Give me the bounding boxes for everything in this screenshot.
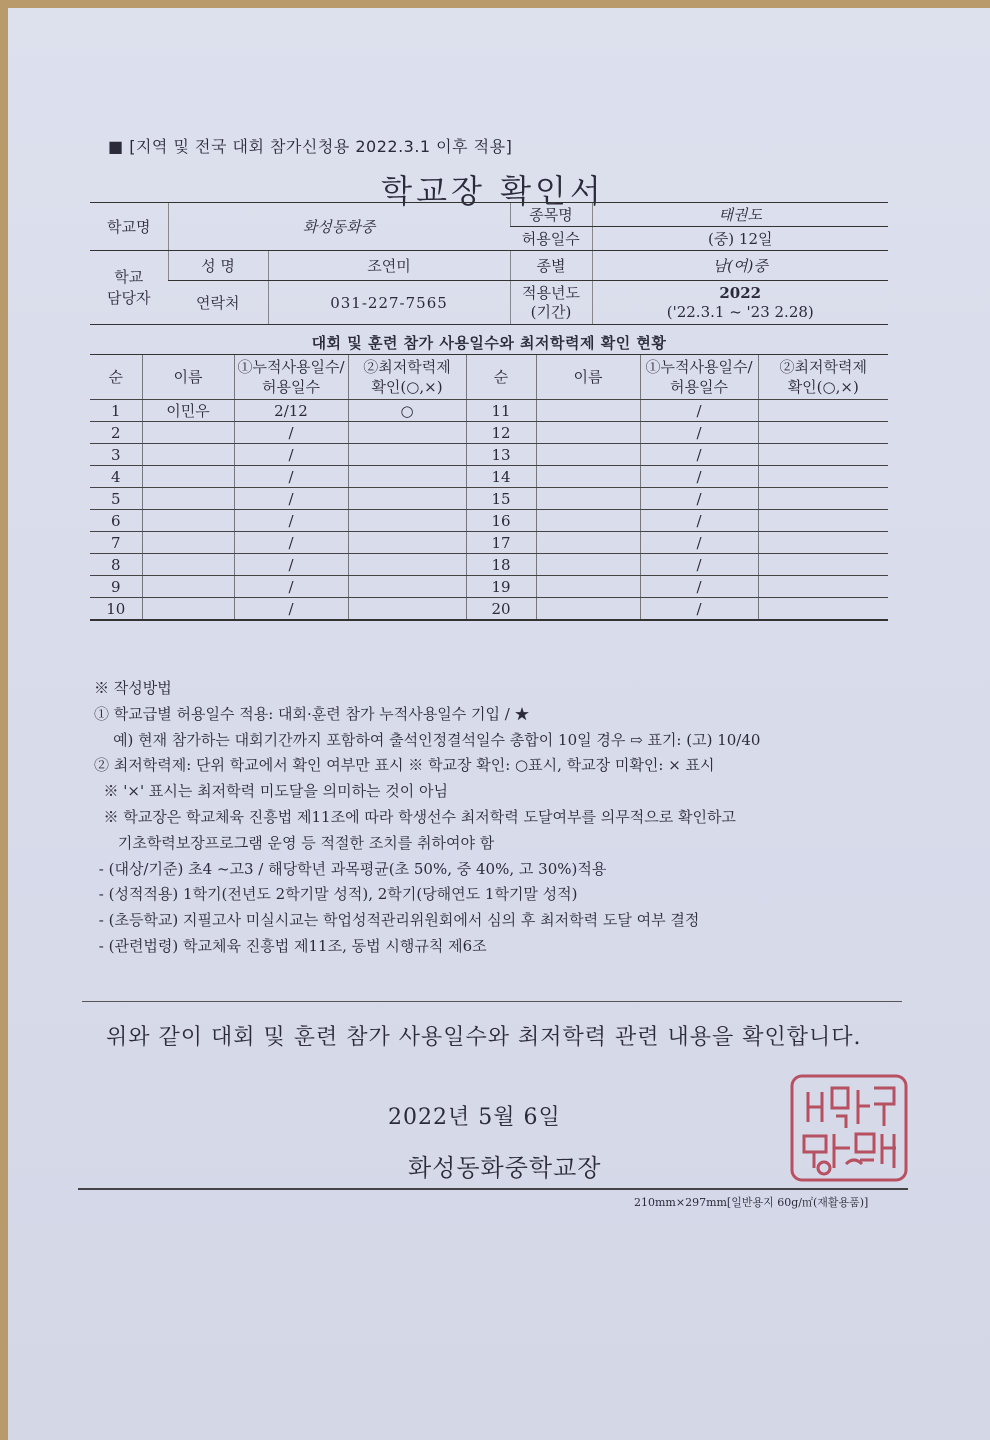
- row-days: /: [640, 554, 758, 576]
- gender-value: 남(여)중: [592, 251, 888, 281]
- table-row: [90, 598, 888, 621]
- row-no: 15: [466, 488, 536, 510]
- row-grade: [758, 400, 888, 422]
- row-grade: [348, 444, 466, 466]
- row-days: /: [640, 400, 758, 422]
- instruction-line: ① 학교급별 허용일수 적용: 대회·훈련 참가 누적사용일수 기입 / ★: [94, 704, 530, 723]
- table-row: [90, 422, 888, 444]
- row-no: 5: [90, 488, 142, 510]
- row-grade: [758, 444, 888, 466]
- row-no: 2: [90, 422, 142, 444]
- confirmation-statement: 위와 같이 대회 및 훈련 참가 사용일수와 최저학력 관련 내용을 확인합니다.: [106, 1025, 862, 1050]
- header-no: 순: [90, 355, 142, 400]
- row-no: 1: [90, 400, 142, 422]
- header-name: 이름: [536, 355, 640, 400]
- row-grade: [758, 466, 888, 488]
- allowed-days-label: 허용일수: [510, 227, 592, 251]
- instruction-line: 기초학력보장프로그램 운영 등 적절한 조치를 취하여야 함: [94, 833, 495, 852]
- row-name: [142, 598, 234, 621]
- instruction-line: ※ '×' 표시는 최저학력 미도달을 의미하는 것이 아님: [94, 782, 449, 801]
- row-grade: [348, 598, 466, 621]
- instruction-line: 예) 현재 참가하는 대회기간까지 포함하여 출석인정결석일수 총합이 10일 경우 ⇨ 표기: (고) 10/40: [94, 730, 761, 749]
- row-days: /: [640, 510, 758, 532]
- row-no: 14: [466, 466, 536, 488]
- row-name: [536, 400, 640, 422]
- row-days: /: [640, 444, 758, 466]
- year-value: 2022: [719, 283, 762, 302]
- gender-label: 종별: [510, 251, 592, 281]
- header-no: 순: [466, 355, 536, 400]
- table-row: [90, 466, 888, 488]
- row-grade: [348, 466, 466, 488]
- row-grade: [758, 554, 888, 576]
- row-days: /: [234, 444, 348, 466]
- row-name: [536, 598, 640, 621]
- header-days: ①누적사용일수/ 허용일수: [640, 355, 758, 400]
- row-name: [142, 554, 234, 576]
- table-row: [90, 554, 888, 576]
- usage-note: ■ [지역 및 전국 대회 참가신청용 2022.3.1 이후 적용]: [108, 137, 513, 156]
- name-label: 성 명: [168, 251, 268, 281]
- document-page: [8, 8, 990, 1440]
- row-days: 2/12: [234, 400, 348, 422]
- row-grade: ○: [348, 400, 466, 422]
- row-days: /: [234, 576, 348, 598]
- seal-icon: [786, 1068, 912, 1186]
- row-no: 13: [466, 444, 536, 466]
- row-no: 18: [466, 554, 536, 576]
- row-name: [536, 444, 640, 466]
- row-grade: [348, 422, 466, 444]
- instruction-line: ② 최저학력제: 단위 학교에서 확인 여부만 표시 ※ 학교장 확인: ○표시, 학교장 미확인: × 표시: [94, 756, 715, 775]
- paper-spec: 210mm×297mm[일반용지 60g/㎡(재활용품)]: [634, 1196, 869, 1209]
- row-name: [142, 576, 234, 598]
- row-no: 19: [466, 576, 536, 598]
- table-row: [90, 576, 888, 598]
- row-grade: [348, 576, 466, 598]
- row-days: /: [640, 466, 758, 488]
- status-subtitle: 대회 및 훈련 참가 사용일수와 최저학력제 확인 현황: [311, 334, 667, 352]
- row-no: 17: [466, 532, 536, 554]
- row-days: /: [640, 422, 758, 444]
- row-no: 6: [90, 510, 142, 532]
- row-grade: [758, 422, 888, 444]
- table-row: [90, 488, 888, 510]
- header-days: ①누적사용일수/ 허용일수: [234, 355, 348, 400]
- row-no: 12: [466, 422, 536, 444]
- instruction-line: ※ 학교장은 학교체육 진흥법 제11조에 따라 학생선수 최저학력 도달여부를 의무적으로 확인하고: [94, 807, 736, 826]
- period-value: ('22.3.1 ~ '23 2.28): [666, 302, 814, 321]
- row-name: 이민우: [142, 400, 234, 422]
- year-label: 적용년도 (기간): [510, 281, 592, 325]
- instructions-heading: ※ 작성방법: [94, 679, 172, 697]
- row-days: /: [640, 576, 758, 598]
- instruction-line: - (성적적용) 1학기(전년도 2학기말 성적), 2학기(당해연도 1학기말 성적): [94, 885, 578, 904]
- row-no: 11: [466, 400, 536, 422]
- table-row: [90, 510, 888, 532]
- row-no: 4: [90, 466, 142, 488]
- row-name: [536, 510, 640, 532]
- header-grade: ②최저학력제 확인(○,×): [758, 355, 888, 400]
- allowed-days-value: (중) 12일: [592, 227, 888, 251]
- school-name-label: 학교명: [90, 203, 168, 251]
- header-grade: ②최저학력제 확인(○,×): [348, 355, 466, 400]
- row-grade: [348, 488, 466, 510]
- row-grade: [348, 554, 466, 576]
- school-name-value: 화성동화중: [168, 203, 510, 251]
- row-name: [536, 554, 640, 576]
- divider: [82, 1001, 902, 1002]
- bottom-rule: [78, 1188, 908, 1190]
- name-value: 조연미: [268, 251, 510, 281]
- row-no: 20: [466, 598, 536, 621]
- row-name: [536, 532, 640, 554]
- row-days: /: [234, 488, 348, 510]
- participation-table: [90, 354, 888, 621]
- instructions: [94, 676, 914, 960]
- row-name: [536, 488, 640, 510]
- row-grade: [348, 532, 466, 554]
- event-value: 태권도: [592, 203, 888, 227]
- contact-label: 연락처: [168, 281, 268, 325]
- row-grade: [348, 510, 466, 532]
- row-grade: [758, 488, 888, 510]
- year-cell: [592, 281, 888, 325]
- row-days: /: [640, 532, 758, 554]
- school-info-table: [90, 202, 888, 325]
- row-no: 3: [90, 444, 142, 466]
- row-name: [142, 510, 234, 532]
- row-no: 9: [90, 576, 142, 598]
- row-grade: [758, 576, 888, 598]
- row-name: [142, 488, 234, 510]
- event-label: 종목명: [510, 203, 592, 227]
- instruction-line: - (대상/기준) 초4 ~고3 / 해당학년 과목평균(초 50%, 중 40%, 고 30%)적용: [94, 859, 607, 878]
- row-days: /: [640, 488, 758, 510]
- row-name: [536, 422, 640, 444]
- row-no: 7: [90, 532, 142, 554]
- row-grade: [758, 598, 888, 621]
- row-no: 16: [466, 510, 536, 532]
- row-days: /: [234, 422, 348, 444]
- instruction-line: - (관련법령) 학교체육 진흥법 제11조, 동법 시행규칙 제6조: [94, 936, 487, 955]
- row-days: /: [234, 598, 348, 621]
- row-name: [142, 532, 234, 554]
- row-days: /: [640, 598, 758, 621]
- issue-date: 2022년 5월 6일: [388, 1105, 561, 1130]
- row-name: [142, 422, 234, 444]
- row-name: [142, 444, 234, 466]
- instruction-line: - (초등학교) 지필고사 미실시교는 학업성적관리위원회에서 심의 후 최저학력 도달 여부 결정: [94, 911, 700, 930]
- document-title: 학교장 확인서: [381, 172, 605, 210]
- row-days: /: [234, 532, 348, 554]
- table-row: [90, 400, 888, 422]
- header-name: 이름: [142, 355, 234, 400]
- row-days: /: [234, 510, 348, 532]
- contact-value: 031-227-7565: [268, 281, 510, 325]
- row-name: [536, 466, 640, 488]
- row-no: 8: [90, 554, 142, 576]
- row-no: 10: [90, 598, 142, 621]
- table-row: [90, 444, 888, 466]
- row-name: [142, 466, 234, 488]
- row-grade: [758, 510, 888, 532]
- row-name: [536, 576, 640, 598]
- row-days: /: [234, 466, 348, 488]
- table-row: [90, 532, 888, 554]
- row-days: /: [234, 554, 348, 576]
- principal-signature: 화성동화중학교장: [408, 1154, 602, 1182]
- manager-label: 학교 담당자: [90, 251, 168, 325]
- official-seal: [786, 1068, 912, 1190]
- row-grade: [758, 532, 888, 554]
